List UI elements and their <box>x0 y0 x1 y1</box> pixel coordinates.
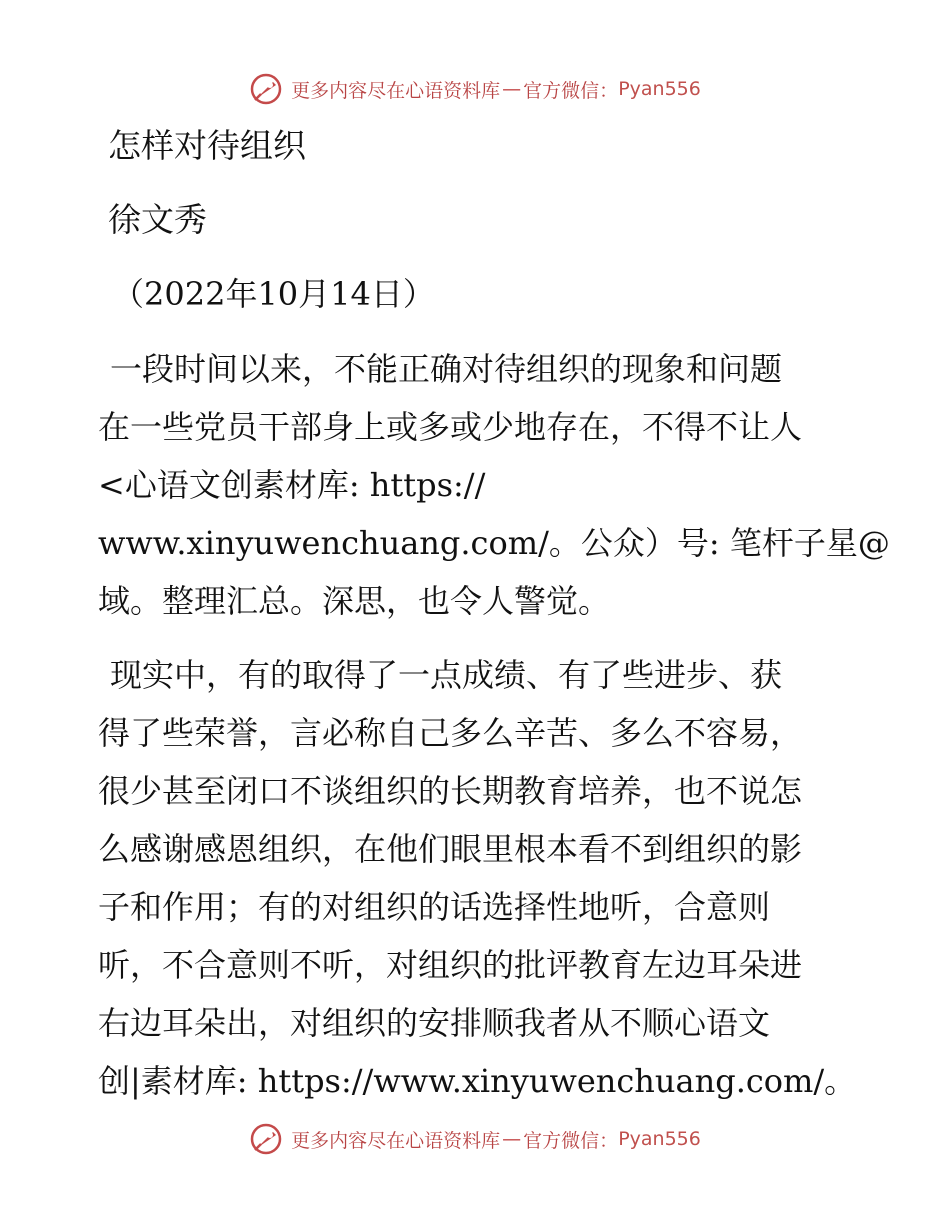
paragraph-line: 右边耳朵出，对组织的安排顺我者从不顺心语文 <box>98 1004 771 1042</box>
document-date: （2022年10月14日） <box>112 275 435 313</box>
paragraph-line: 现实中，有的取得了一点成绩、有了些进步、获 <box>110 656 783 694</box>
banner-dash: — <box>502 1128 522 1150</box>
footer-watermark-banner <box>0 1122 950 1156</box>
banner-wechat-label: 官方微信： <box>523 79 619 102</box>
paragraph-1 <box>98 340 890 630</box>
banner-wechat-id: Pyan556 <box>618 78 701 100</box>
paragraph-line: 创|素材库: https://www.xinyuwenchuang.com/。 <box>98 1062 857 1100</box>
header-watermark-banner <box>0 72 950 106</box>
paragraph-line: 么感谢感恩组织，在他们眼里根本看不到组织的影 <box>98 830 803 868</box>
banner-wechat-id: Pyan556 <box>618 1128 701 1150</box>
paragraph-2 <box>98 646 858 1110</box>
feather-pen-logo-icon <box>249 1122 283 1156</box>
banner-dash: — <box>502 78 522 100</box>
paragraph-line: 得了些荣誉，言必称自己多么辛苦、多么不容易， <box>98 714 803 752</box>
paragraph-line: 很少甚至闭口不谈组织的长期教育培养，也不说怎 <box>98 772 803 810</box>
banner-wechat-label: 官方微信： <box>523 1129 619 1152</box>
banner-text: 更多内容尽在心语资料库 <box>291 79 501 102</box>
paragraph-line: www.xinyuwenchuang.com/。公众）号: 笔杆子星@ <box>98 524 890 562</box>
feather-pen-logo-icon <box>249 72 283 106</box>
paragraph-line: 在一些党员干部身上或多或少地存在，不得不让人 <box>98 408 803 446</box>
document-title: 怎样对待组织 <box>108 126 306 165</box>
paragraph-line: 域。整理汇总。深思，也令人警觉。 <box>98 582 611 620</box>
banner-text: 更多内容尽在心语资料库 <box>291 1129 501 1152</box>
paragraph-line: 一段时间以来，不能正确对待组织的现象和问题 <box>110 350 783 388</box>
paragraph-line: <心语文创素材库: https:// <box>98 466 486 504</box>
paragraph-line: 子和作用；有的对组织的话选择性地听，合意则 <box>98 888 771 926</box>
document-author: 徐文秀 <box>108 200 207 239</box>
paragraph-line: 听，不合意则不听，对组织的批评教育左边耳朵进 <box>98 946 803 984</box>
